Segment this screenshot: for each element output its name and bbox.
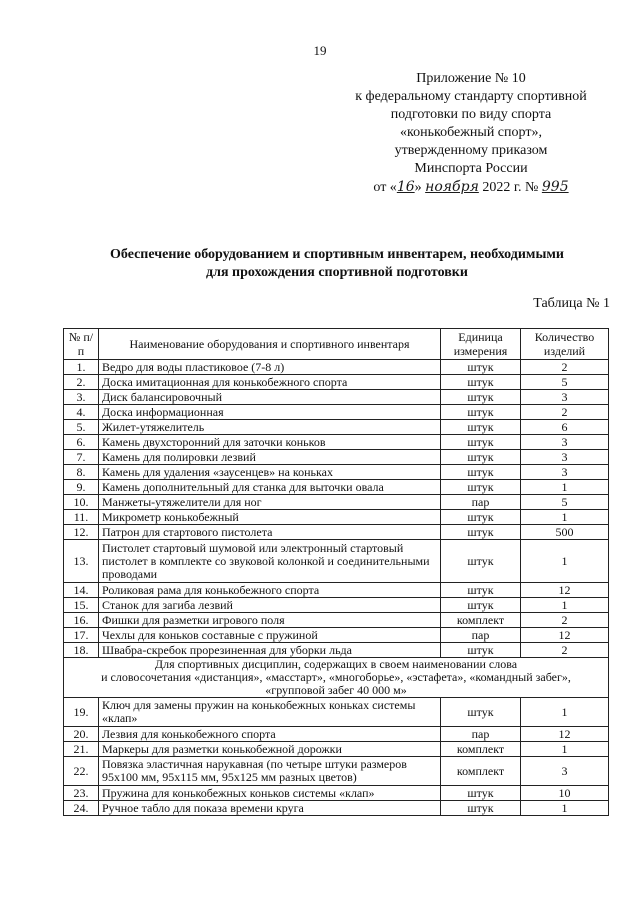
order-year: 2022 г. №	[482, 180, 539, 195]
table-body	[64, 360, 609, 816]
table-row	[64, 405, 609, 420]
row-name: Камень двухсторонний для заточки коньков	[99, 435, 441, 450]
handwritten-order-number: 995	[541, 179, 569, 195]
row-qty: 1	[521, 598, 609, 613]
table-row	[64, 698, 609, 727]
row-qty: 3	[521, 390, 609, 405]
row-unit: штук	[441, 540, 521, 583]
row-qty: 10	[521, 786, 609, 801]
row-num: 8.	[64, 465, 99, 480]
table-row	[64, 643, 609, 658]
row-num: 4.	[64, 405, 99, 420]
row-name: Диск балансировочный	[99, 390, 441, 405]
row-unit: штук	[441, 598, 521, 613]
table-row	[64, 435, 609, 450]
table-row	[64, 540, 609, 583]
row-unit: штук	[441, 583, 521, 598]
row-unit: пар	[441, 495, 521, 510]
row-unit: штук	[441, 420, 521, 435]
row-name: Микрометр конькобежный	[99, 510, 441, 525]
date-prefix: от «	[373, 180, 397, 195]
row-name: Ручное табло для показа времени круга	[99, 801, 441, 816]
row-num: 14.	[64, 583, 99, 598]
row-name: Пистолет стартовый шумовой или электронный стартовый пистолет в комплекте со звуковой колонкой и соединительными проводами	[99, 540, 441, 583]
header-num: № п/п	[64, 329, 99, 360]
row-name: Камень дополнительный для станка для выточки овала	[99, 480, 441, 495]
table-row	[64, 465, 609, 480]
row-num: 9.	[64, 480, 99, 495]
table-row	[64, 480, 609, 495]
row-qty: 12	[521, 583, 609, 598]
row-qty: 6	[521, 420, 609, 435]
row-num: 1.	[64, 360, 99, 375]
row-unit: штук	[441, 375, 521, 390]
row-name: Маркеры для разметки конькобежной дорожки	[99, 742, 441, 757]
row-num: 15.	[64, 598, 99, 613]
row-name: Станок для загиба лезвий	[99, 598, 441, 613]
row-name: Ключ для замены пружин на конькобежных коньках системы «клап»	[99, 698, 441, 727]
row-unit: комплект	[441, 757, 521, 786]
table-row	[64, 598, 609, 613]
row-name: Ведро для воды пластиковое (7-8 л)	[99, 360, 441, 375]
row-num: 18.	[64, 643, 99, 658]
row-name: Камень для удаления «заусенцев» на коньках	[99, 465, 441, 480]
row-num: 24.	[64, 801, 99, 816]
row-qty: 5	[521, 375, 609, 390]
row-name: Манжеты-утяжелители для ног	[99, 495, 441, 510]
row-qty: 1	[521, 698, 609, 727]
row-unit: штук	[441, 450, 521, 465]
page-number: 19	[313, 43, 327, 58]
table-row	[64, 583, 609, 598]
date-mid: »	[414, 180, 422, 195]
handwritten-month: ноября	[425, 179, 479, 195]
table-row	[64, 360, 609, 375]
row-unit: штук	[441, 435, 521, 450]
table-row	[64, 450, 609, 465]
row-unit: штук	[441, 510, 521, 525]
row-num: 7.	[64, 450, 99, 465]
row-qty: 1	[521, 510, 609, 525]
row-num: 20.	[64, 727, 99, 742]
row-qty: 3	[521, 450, 609, 465]
section-line: и словосочетания «дистанция», «масстарт», «многоборье», «эстафета», «командный забег»,	[101, 670, 571, 684]
appendix-line: подготовки по виду спорта	[390, 107, 552, 122]
row-num: 23.	[64, 786, 99, 801]
row-qty: 3	[521, 435, 609, 450]
row-num: 17.	[64, 628, 99, 643]
row-num: 22.	[64, 757, 99, 786]
row-num: 13.	[64, 540, 99, 583]
title-line: Обеспечение оборудованием и спортивным инвентарем, необходимыми	[110, 247, 564, 262]
row-name: Лезвия для конькобежного спорта	[99, 727, 441, 742]
row-name: Доска информационная	[99, 405, 441, 420]
row-unit: штук	[441, 390, 521, 405]
row-unit: комплект	[441, 613, 521, 628]
table-label: Таблица № 1	[533, 296, 610, 311]
row-name: Доска имитационная для конькобежного спорта	[99, 375, 441, 390]
section-row	[64, 658, 609, 698]
row-name: Патрон для стартового пистолета	[99, 525, 441, 540]
row-unit: комплект	[441, 742, 521, 757]
row-num: 6.	[64, 435, 99, 450]
row-name: Пружина для конькобежных коньков системы «клап»	[99, 786, 441, 801]
order-date-line	[330, 178, 612, 197]
table-row	[64, 375, 609, 390]
appendix-line: к федеральному стандарту спортивной	[355, 89, 587, 104]
section-line: Для спортивных дисциплин, содержащих в своем наименовании слова	[154, 657, 518, 671]
row-name: Повязка эластичная нарукавная (по четыре штуки размеров 95x100 мм, 95x115 мм, 95x125 мм разных цветов)	[99, 757, 441, 786]
row-unit: штук	[441, 786, 521, 801]
row-qty: 1	[521, 742, 609, 757]
table-row	[64, 420, 609, 435]
row-name: Роликовая рама для конькобежного спорта	[99, 583, 441, 598]
row-unit: штук	[441, 360, 521, 375]
row-unit: штук	[441, 643, 521, 658]
row-num: 5.	[64, 420, 99, 435]
row-num: 12.	[64, 525, 99, 540]
row-name: Фишки для разметки игрового поля	[99, 613, 441, 628]
appendix-line: «конькобежный спорт»,	[400, 125, 542, 140]
row-qty: 1	[521, 480, 609, 495]
row-unit: пар	[441, 727, 521, 742]
equipment-table	[63, 328, 609, 816]
table-row	[64, 495, 609, 510]
row-qty: 5	[521, 495, 609, 510]
row-qty: 2	[521, 643, 609, 658]
row-num: 21.	[64, 742, 99, 757]
table-row	[64, 757, 609, 786]
row-unit: штук	[441, 801, 521, 816]
table-row	[64, 786, 609, 801]
row-qty: 12	[521, 727, 609, 742]
row-num: 2.	[64, 375, 99, 390]
row-qty: 500	[521, 525, 609, 540]
appendix-line: утвержденному приказом	[394, 143, 548, 158]
row-unit: штук	[441, 698, 521, 727]
table-row	[64, 510, 609, 525]
table-row	[64, 390, 609, 405]
table-row	[64, 613, 609, 628]
document-title	[72, 246, 602, 282]
row-qty: 1	[521, 540, 609, 583]
table-row	[64, 742, 609, 757]
row-qty: 2	[521, 360, 609, 375]
row-num: 19.	[64, 698, 99, 727]
row-qty: 12	[521, 628, 609, 643]
row-unit: штук	[441, 525, 521, 540]
section-heading	[64, 658, 609, 698]
row-unit: штук	[441, 480, 521, 495]
title-line: для прохождения спортивной подготовки	[206, 265, 468, 280]
table-row	[64, 801, 609, 816]
row-qty: 3	[521, 465, 609, 480]
row-num: 11.	[64, 510, 99, 525]
table-row	[64, 525, 609, 540]
row-name: Швабра-скребок прорезиненная для уборки льда	[99, 643, 441, 658]
appendix-block	[330, 70, 612, 197]
row-name: Чехлы для коньков составные с пружиной	[99, 628, 441, 643]
row-qty: 2	[521, 613, 609, 628]
row-qty: 2	[521, 405, 609, 420]
table-row	[64, 628, 609, 643]
row-num: 10.	[64, 495, 99, 510]
table-row	[64, 727, 609, 742]
row-unit: штук	[441, 405, 521, 420]
row-qty: 1	[521, 801, 609, 816]
header-name: Наименование оборудования и спортивного инвентаря	[99, 329, 441, 360]
row-unit: штук	[441, 465, 521, 480]
appendix-line: Приложение № 10	[416, 71, 526, 86]
appendix-line: Минспорта России	[414, 161, 528, 176]
row-num: 16.	[64, 613, 99, 628]
row-unit: пар	[441, 628, 521, 643]
row-qty: 3	[521, 757, 609, 786]
row-num: 3.	[64, 390, 99, 405]
handwritten-day: 16	[396, 179, 415, 195]
header-qty: Количество изделий	[521, 329, 609, 360]
row-name: Жилет-утяжелитель	[99, 420, 441, 435]
section-line: «групповой забег 40 000 м»	[265, 683, 407, 697]
row-name: Камень для полировки лезвий	[99, 450, 441, 465]
header-unit: Единица измерения	[441, 329, 521, 360]
